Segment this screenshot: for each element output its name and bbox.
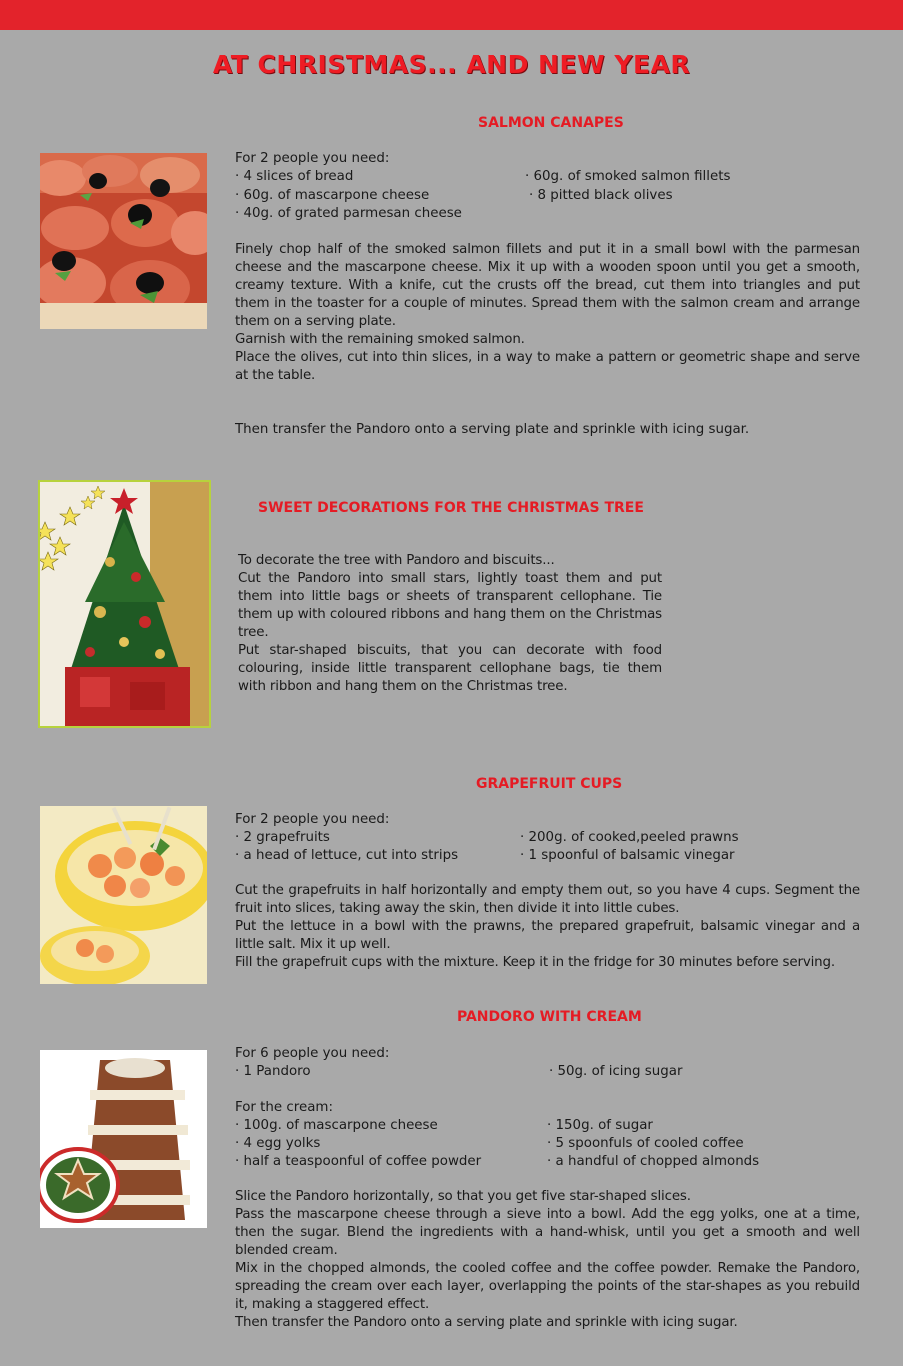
salmon-ingredient: · 8 pitted black olives (529, 188, 673, 203)
grapefruit-heading: GRAPEFRUIT CUPS (476, 776, 623, 792)
pandoro-ingredient: · 1 Pandoro (235, 1064, 311, 1079)
method-paragraph: Fill the grapefruit cups with the mixture. Keep it in the fridge for 30 minutes before serving. (235, 955, 835, 970)
decorations-paragraph: Cut the Pandoro into small stars, lightly toast them and put them into little bags or sheets of transparent cellophane. Tie them up with coloured ribbons and hang them on the Christmas tree. (238, 571, 662, 640)
grapefruit-cups-photo (40, 806, 207, 984)
salmon-ingredient: · 60g. of smoked salmon fillets (525, 169, 731, 184)
grapefruit-ingredient: · 2 grapefruits (235, 830, 330, 845)
salmon-ingredient: · 40g. of grated parmesan cheese (235, 206, 462, 221)
method-paragraph: Pass the mascarpone cheese through a sieve into a bowl. Add the egg yolks, one at a time, then the sugar. Blend the ingredients with a hand-whisk, until you get a smooth and well blended cream. (235, 1207, 860, 1258)
pandoro-ingredient: · 50g. of icing sugar (549, 1064, 683, 1079)
salmon-ingredient: · 60g. of mascarpone cheese (235, 188, 430, 203)
method-paragraph: Put the lettuce in a bowl with the prawns, the prepared grapefruit, balsamic vinegar and a little salt. Mix it up well. (235, 919, 860, 952)
cream-intro: For the cream: (235, 1100, 333, 1115)
pandoro-intro: For 6 people you need: (235, 1046, 390, 1061)
pandoro-method (235, 1188, 860, 1332)
salmon-ingredient: · 4 slices of bread (235, 169, 354, 184)
cream-ingredient: · a handful of chopped almonds (547, 1154, 760, 1169)
cream-ingredient: · 150g. of sugar (547, 1118, 653, 1133)
decorations-heading: SWEET DECORATIONS FOR THE CHRISTMAS TREE (258, 500, 644, 516)
cream-ingredient: · 5 spoonfuls of cooled coffee (547, 1136, 744, 1151)
salmon-method (235, 241, 860, 385)
decorations-paragraph: Put star-shaped biscuits, that you can decorate with food colouring, inside little transparent cellophane bags, tie them with ribbon and hang them on the Christmas tree. (238, 643, 662, 694)
method-paragraph: Cut the grapefruits in half horizontally and empty them out, so you have 4 cups. Segment the fruit into slices, taking away the skin, then divide it into little cubes. (235, 883, 860, 916)
method-paragraph: Place the olives, cut into thin slices, in a way to make a pattern or geometric shape and serve at the table. (235, 350, 860, 383)
pandoro-photo (40, 1050, 207, 1228)
method-paragraph: Slice the Pandoro horizontally, so that you get five star-shaped slices. (235, 1189, 691, 1204)
page-title: AT CHRISTMAS... AND NEW YEAR (212, 50, 691, 79)
method-paragraph: Finely chop half of the smoked salmon fillets and put it in a small bowl with the parmesan cheese and the mascarpone cheese. Mix it up with a wooden spoon until you get a smooth, creamy texture. With a knife, cut the crusts off the bread, cut them into triangles and put them in the toaster for a couple of minutes. Spread them with the salmon cream and arrange them on a serving plate. (235, 242, 860, 329)
cream-ingredient: · 100g. of mascarpone cheese (235, 1118, 438, 1133)
salmon-heading: SALMON CANAPES (478, 115, 624, 131)
grapefruit-method (235, 882, 860, 972)
cream-ingredient: · half a teaspoonful of coffee powder (235, 1154, 482, 1169)
salmon-intro: For 2 people you need: (235, 151, 390, 166)
grapefruit-ingredient: · a head of lettuce, cut into strips (235, 848, 459, 863)
decorations-paragraph: To decorate the tree with Pandoro and biscuits... (238, 553, 555, 568)
method-paragraph: Then transfer the Pandoro onto a serving plate and sprinkle with icing sugar. (235, 1315, 738, 1330)
cream-ingredient: · 4 egg yolks (235, 1136, 321, 1151)
salmon-extra-line: Then transfer the Pandoro onto a serving plate and sprinkle with icing sugar. (235, 422, 750, 437)
method-paragraph: Garnish with the remaining smoked salmon. (235, 332, 525, 347)
grapefruit-ingredient: · 1 spoonful of balsamic vinegar (520, 848, 735, 863)
grapefruit-ingredient: · 200g. of cooked,peeled prawns (520, 830, 739, 845)
pandoro-heading: PANDORO WITH CREAM (457, 1009, 642, 1025)
decorations-text (238, 552, 662, 696)
top-red-bar (0, 0, 903, 30)
salmon-canapes-photo (40, 153, 207, 329)
christmas-tree-photo (38, 480, 211, 728)
grapefruit-intro: For 2 people you need: (235, 812, 390, 827)
method-paragraph: Mix in the chopped almonds, the cooled coffee and the coffee powder. Remake the Pandoro, spreading the cream over each layer, overlapping the points of the star-shapes as you rebuild it, making a staggered effect. (235, 1261, 860, 1312)
